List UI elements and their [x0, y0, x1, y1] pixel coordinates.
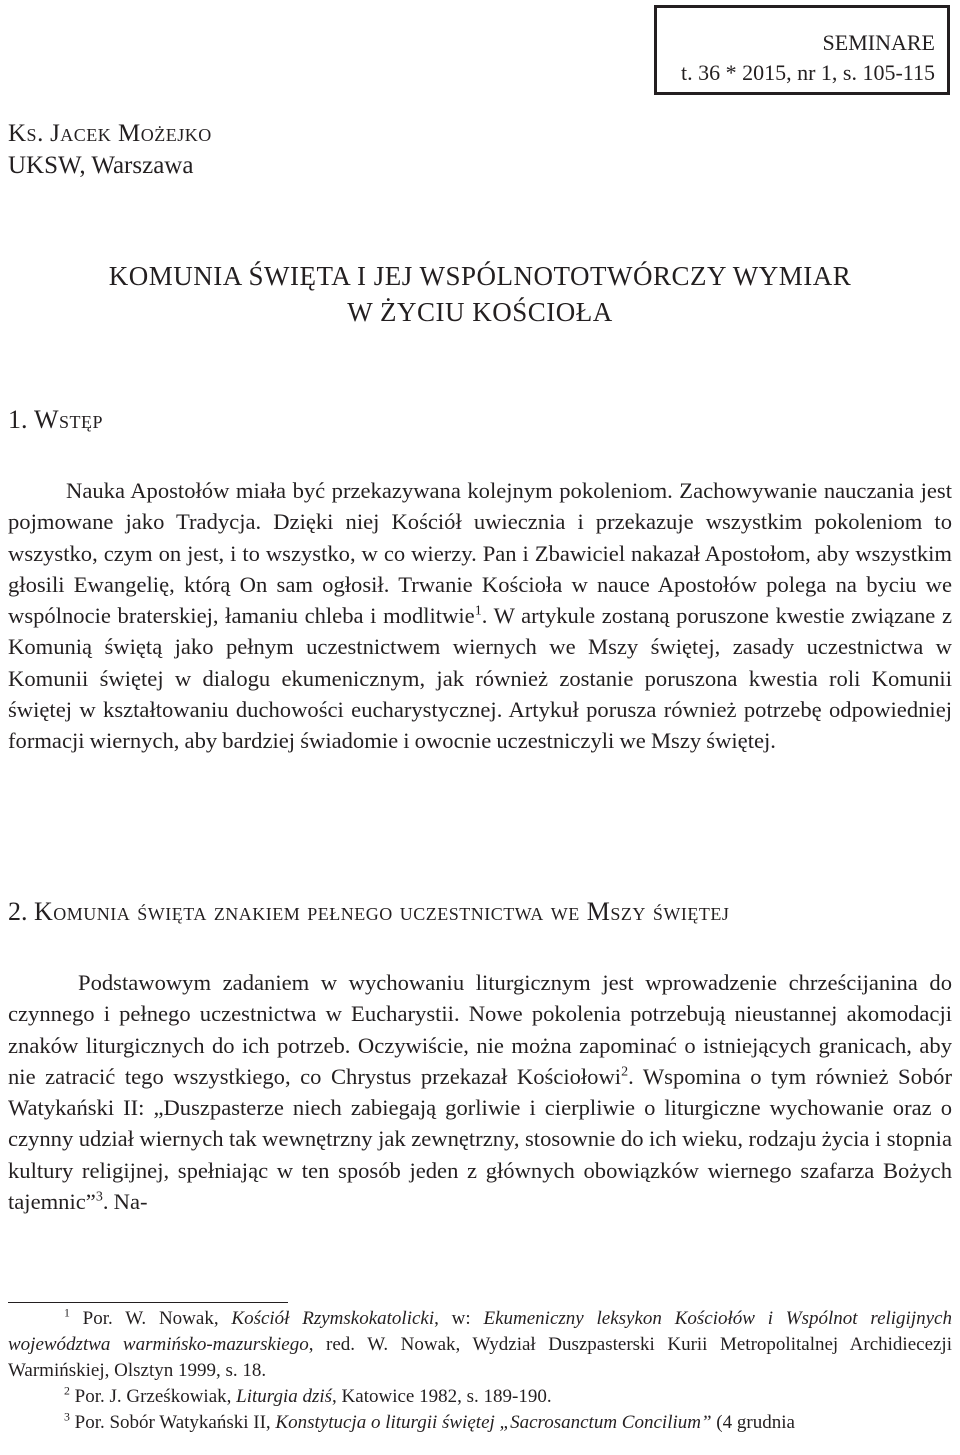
section-2-number: 2.	[8, 897, 28, 926]
section-1-text-b: . W artykule zostaną poruszone kwestie związane z Komunią świętą jako pełnym uczestnictwem wiernych we Mszy świętej, zasady uczestnictwa w Komunii świętej w dialogu ekumenicznym, jak również zostanie poruszona kwestia roli Komunii świętej w kształtowaniu duchowości eucharystycznej. Artykuł porusza również potrzebę odpowiedniej formacji wiernych, aby bardziej świadomie i owocnie uczestniczyli we Mszy świętej.	[8, 603, 952, 754]
title-line-1: KOMUNIA ŚWIĘTA I JEJ WSPÓLNOTOTWÓRCZY WYMIAR	[108, 261, 852, 291]
footnote-ref-1: 1	[474, 603, 482, 619]
footnote-3-post: (4 grudnia	[711, 1412, 795, 1433]
footnote-1	[8, 1306, 952, 1384]
footnote-ref-2: 2	[621, 1064, 629, 1080]
footnote-1-pre: Por. W. Nowak,	[69, 1308, 232, 1329]
footnote-2	[8, 1384, 952, 1410]
journal-name: SEMINARE	[822, 30, 935, 55]
footnote-2-post: , Katowice 1982, s. 189-190.	[332, 1386, 552, 1407]
section-1-number: 1.	[8, 405, 28, 434]
footnote-2-title: Liturgia dziś	[236, 1386, 333, 1407]
journal-info-box	[654, 5, 950, 95]
footnote-separator	[8, 1302, 288, 1303]
footnote-1-post: , red. W. Nowak, Wydział Duszpasterski Kurii Metropolitalnej Archidiecezji Warmińskiej, Olsztyn 1999, s. 18.	[8, 1334, 952, 1381]
footnote-3-title: Konstytucja o liturgii świętej „Sacrosanctum Concilium”	[275, 1412, 712, 1433]
section-2-text-b: . Wspomina o tym również Sobór Watykański II: „Duszpasterze niech zabiegają gorliwie i cierpliwie o liturgiczne wychowanie oraz o czynny udział wiernych tak wewnętrzny jak zewnętrzny, stosownie do ich wieku, rodzaju życia i stopnia kultury religijnej, spełniając w ten sposób jeden z głównych obowiązków wiernego szafarza Bożych tajemnic”	[8, 1063, 952, 1215]
author-name: Jacek Możejko	[50, 120, 212, 147]
author-affiliation: UKSW, Warszawa	[8, 152, 194, 179]
author-name-line	[8, 118, 212, 150]
section-2-paragraph	[8, 967, 952, 1217]
title-line-2: W ŻYCIU KOŚCIOŁA	[347, 297, 613, 327]
journal-citation: t. 36 * 2015, nr 1, s. 105-115	[680, 60, 935, 85]
section-1-heading	[8, 405, 103, 435]
section-2-heading	[8, 897, 729, 927]
section-2-text-c: . Na-	[102, 1189, 148, 1215]
author-prefix: Ks.	[8, 120, 44, 147]
section-2-title: Komunia święta znakiem pełnego uczestnictwa we Mszy świętej	[34, 897, 730, 926]
footnote-1-number: 1	[64, 1306, 70, 1320]
footnote-2-pre: Por. J. Grześkowiak,	[69, 1386, 237, 1407]
footnote-1-title: Kościół Rzymskokatolicki	[231, 1308, 435, 1329]
section-1-text-a: Nauka Apostołów miała być przekazywana kolejnym pokoleniom. Zachowywanie nauczania jest pojmowane jako Tradycja. Dzięki niej Kościół uwiecznia i przekazuje wszystkim pokoleniom to wszystko, czym on jest, i to wszystko, w co wierzy. Pan i Zbawiciel nakazał Apostołom, aby wszystkim głosili Ewangelię, którą On sam ogłosił. Trwanie Kościoła w nauce Apostołów polega na byciu we wspólnocie braterskiej, łamaniu chleba i modlitwie	[8, 478, 952, 629]
section-2-text-a: Podstawowym zadaniem w wychowaniu liturgicznym jest wprowadzenie chrześcijanina do czynnego i pełnego uczestnictwa w Eucharystii. Nowe pokolenia potrzebują nieustannej akomodacji znaków liturgicznych do ich potrzeb. Oczywiście, nie można zapominać o istniejących granicach, aby nie zatracić tego wszystkiego, co Chrystus przekazał Kościołowi	[8, 970, 952, 1089]
footnote-1-source-title: Ekumeniczny leksykon Kościołów i Wspólnot religijnych województwa warmińsko-mazurskiego	[8, 1308, 952, 1355]
footnote-3-number: 3	[64, 1410, 70, 1424]
footnotes	[8, 1306, 952, 1436]
footnote-3-pre: Por. Sobór Watykański II,	[69, 1412, 276, 1433]
article-title	[0, 258, 960, 330]
footnote-1-mid: , w:	[434, 1308, 484, 1329]
footnote-3	[8, 1410, 952, 1436]
section-1-paragraph	[8, 475, 952, 757]
author-block	[8, 118, 212, 182]
footnote-2-number: 2	[64, 1384, 70, 1398]
section-1-title: Wstęp	[34, 405, 104, 434]
footnote-ref-3: 3	[95, 1189, 103, 1205]
